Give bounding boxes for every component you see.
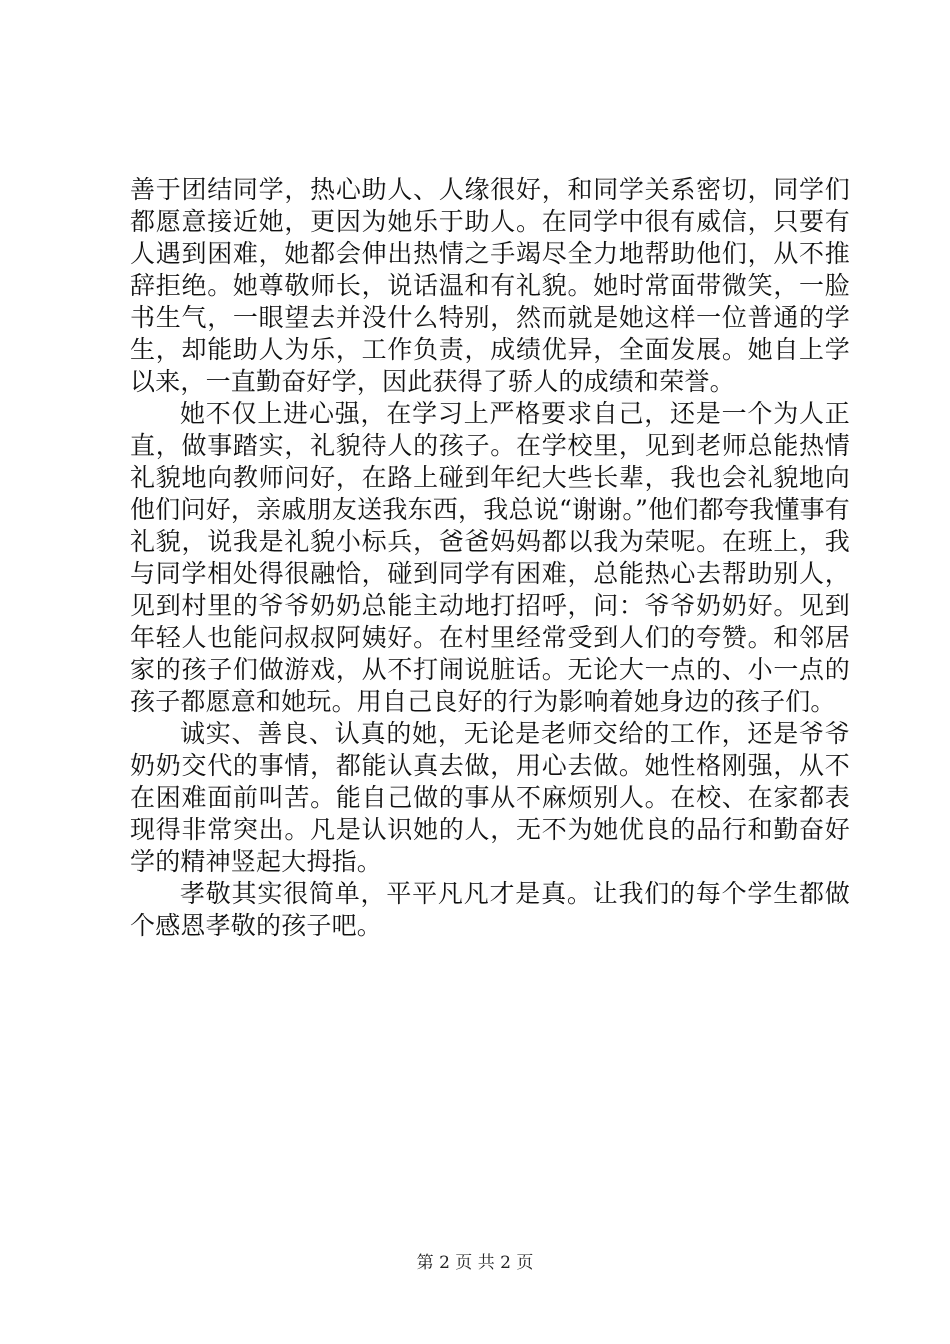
paragraph-1: 善于团结同学，热心助人、人缘很好，和同学关系密切，同学们都愿意接近她，更因为她乐于助人。在同学中很有威信，只要有人遇到困难，她都会伸出热情之手竭尽全力地帮助他们，从不推辞拒绝。她尊敬师长，说话温和有礼貌。她时常面带微笑，一脸书生气，一眼望去并没什么特别，然而就是她这样一位普通的学生，却能助人为乐，工作负责，成绩优异，全面发展。她自上学以来，一直勤奋好学，因此获得了骄人的成绩和荣誉。 bbox=[130, 175, 850, 396]
paragraph-4: 孝敬其实很简单，平平凡凡才是真。让我们的每个学生都做个感恩孝敬的孩子吧。 bbox=[130, 879, 850, 940]
paragraph-3: 诚实、善良、认真的她，无论是老师交给的工作，还是爷爷奶奶交代的事情，都能认真去做，用心去做。她性格刚强，从不在困难面前叫苦。能自己做的事从不麻烦别人。在校、在家都表现得非常突出。凡是认识她的人，无不为她优良的品行和勤奋好学的精神竖起大拇指。 bbox=[130, 719, 850, 876]
paragraph-2: 她不仅上进心强，在学习上严格要求自己，还是一个为人正直，做事踏实，礼貌待人的孩子。在学校里，见到老师总能热情礼貌地向教师问好，在路上碰到年纪大些长辈，我也会礼貌地向他们问好，亲戚朋友送我东西，我总说“谢谢。”他们都夸我懂事有礼貌，说我是礼貌小标兵，爸爸妈妈都以我为荣呢。在班上，我与同学相处得很融恰，碰到同学有困难，总能热心去帮助别人，见到村里的爷爷奶奶总能主动地打招呼，问：爷爷奶奶好。见到年轻人也能问叔叔阿姨好。在村里经常受到人们的夸赞。和邻居家的孩子们做游戏，从不打闹说脏话。无论大一点的、小一点的孩子都愿意和她玩。用自己良好的行为影响着她身边的孩子们。 bbox=[130, 399, 850, 716]
document-body bbox=[130, 174, 850, 942]
page-footer: 第 2 页 共 2 页 bbox=[416, 1253, 534, 1273]
